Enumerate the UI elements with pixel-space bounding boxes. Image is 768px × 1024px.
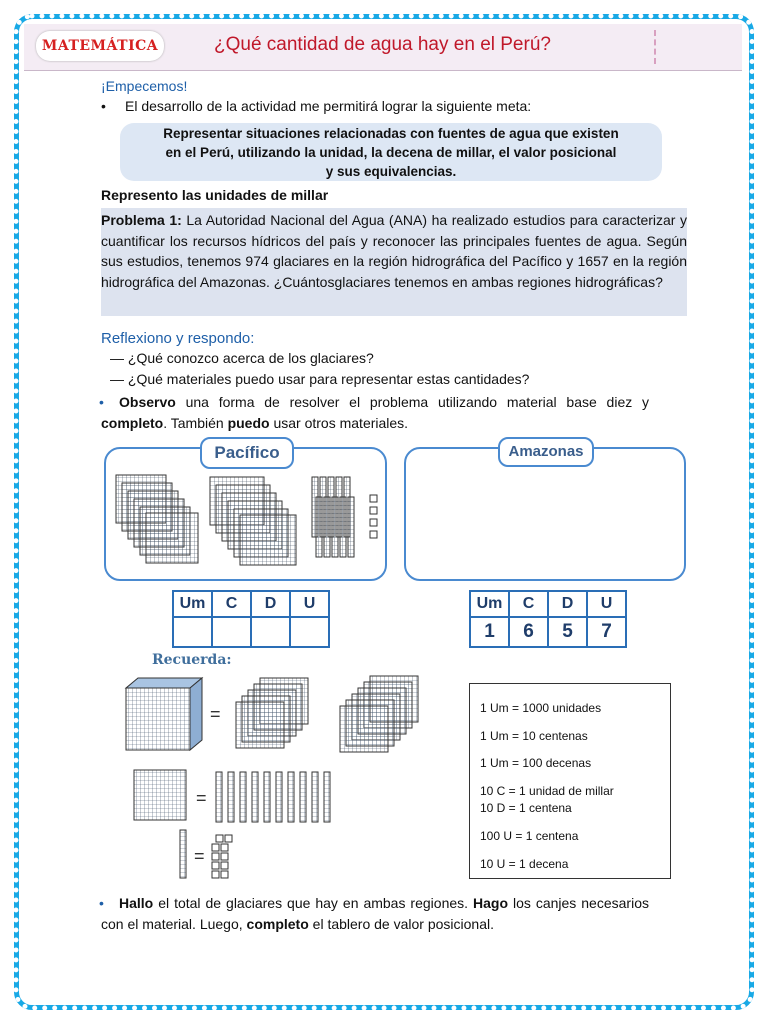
rods-group [312,477,354,557]
unit-cubes [370,495,377,538]
header-bar [24,24,742,71]
pv-cell: 7 [587,617,626,647]
find-text: el tablero de valor posicional. [308,916,494,932]
observe-text: . También [163,415,228,431]
observe-paragraph [101,392,649,434]
observe-text: usar otros materiales. [269,415,409,431]
bullet-icon: • [99,394,104,410]
pacific-place-value-table [172,590,330,648]
bullet-icon: • [101,98,106,114]
pv-cell: 5 [548,617,587,647]
svg-text:=: = [210,704,221,724]
equivalences-box [469,683,671,879]
pv-header: C [509,591,548,617]
observe-bold: puedo [227,415,270,431]
amazon-box [404,443,686,581]
pv-header: D [251,591,290,617]
observe-text: una forma de resolver el problema utilizando material base diez y [175,394,649,410]
observe-bold: completo [101,415,164,431]
equivalence-line: 100 U = 1 centena [480,829,579,843]
pv-header: Um [173,591,212,617]
pv-header: Um [470,591,509,617]
find-bold: Hallo [119,895,154,911]
ten-rods [216,772,330,822]
equivalence-line: 10 U = 1 decena [480,857,569,871]
equivalence-line: 1 Um = 1000 unidades [480,701,602,715]
find-text: el total de glaciares que hay en ambas regiones. [153,895,473,911]
goal-line: y sus equivalencias. [325,164,457,179]
pv-cell[interactable] [173,617,212,647]
equivalence-line: 10 D = 1 centena [480,801,572,815]
ten-rod [180,830,186,878]
pacific-label: Pacífico [200,437,294,469]
find-bold: Hago [473,895,508,911]
intro-heading: ¡Empecemos! [101,78,188,94]
page-title: ¿Qué cantidad de agua hay en el Perú? [214,34,551,55]
pv-header: C [212,591,251,617]
remember-title: Recuerda: [152,652,232,668]
thousand-cube [126,678,202,750]
equivalence-line: 10 C = 1 unidad de millar [480,784,614,798]
pv-cell: 1 [470,617,509,647]
base-ten-equivalence-illustration [120,672,450,882]
pv-header: D [548,591,587,617]
header-divider [654,30,656,64]
hundred-flats-2 [340,676,418,752]
goal-line: en el Perú, utilizando la unidad, la decena de millar, el valor posicional [165,145,617,160]
svg-text:=: = [194,846,205,866]
problem-label: Problema 1: [101,212,182,228]
amazon-place-value-table [469,590,627,648]
pv-cell[interactable] [251,617,290,647]
goal-box [120,123,662,181]
bullet-icon: • [99,895,104,911]
subject-tag: MATEMÁTICA [36,31,164,61]
problem-text: La Autoridad Nacional del Agua (ANA) ha realizado estudios para caracterizar y cuantificar los recursos hídricos del país y reconocer las principales fuentes de agua. Según sus estudios, tenemos 974 glaciares en la región hidrográfica del Pacífico y 1657 en la región hidrográfica del Amazonas. ¿Cuántosglaciares tenemos en ambas regiones hidrográficas? [101,212,688,290]
equivalence-line: 1 Um = 10 centenas [480,729,588,743]
observe-bold: Observo [119,394,176,410]
pv-cell: 6 [509,617,548,647]
meta-text: El desarrollo de la actividad me permitirá lograr la siguiente meta: [125,98,532,114]
find-text: los canjes necesarios con el material. Luego, [101,895,649,932]
pv-header: U [290,591,329,617]
reflect-question: — ¿Qué materiales puedo usar para representar estas cantidades? [110,371,530,387]
pv-cell[interactable] [212,617,251,647]
pacific-box [104,443,387,581]
reflect-heading: Reflexiono y respondo: [101,330,255,347]
find-paragraph [101,893,649,935]
hundred-flat [134,770,186,820]
equivalence-line: 1 Um = 100 decenas [480,756,592,770]
flat-stack-1 [116,475,198,563]
goal-line: Representar situaciones relacionadas con fuentes de agua que existen [163,126,619,141]
problem-box [101,208,687,316]
unit-cubes-ten [212,835,232,878]
hundred-flats-1 [236,678,308,748]
meta-line [101,98,531,114]
reflect-question: — ¿Qué conozco acerca de los glaciares? [110,350,374,366]
amazon-label: Amazonas [498,437,594,467]
pv-cell[interactable] [290,617,329,647]
svg-text:=: = [196,788,207,808]
pv-header: U [587,591,626,617]
section-title: Represento las unidades de millar [101,187,329,203]
flat-stack-2 [210,477,296,565]
find-bold: completo [246,916,309,932]
